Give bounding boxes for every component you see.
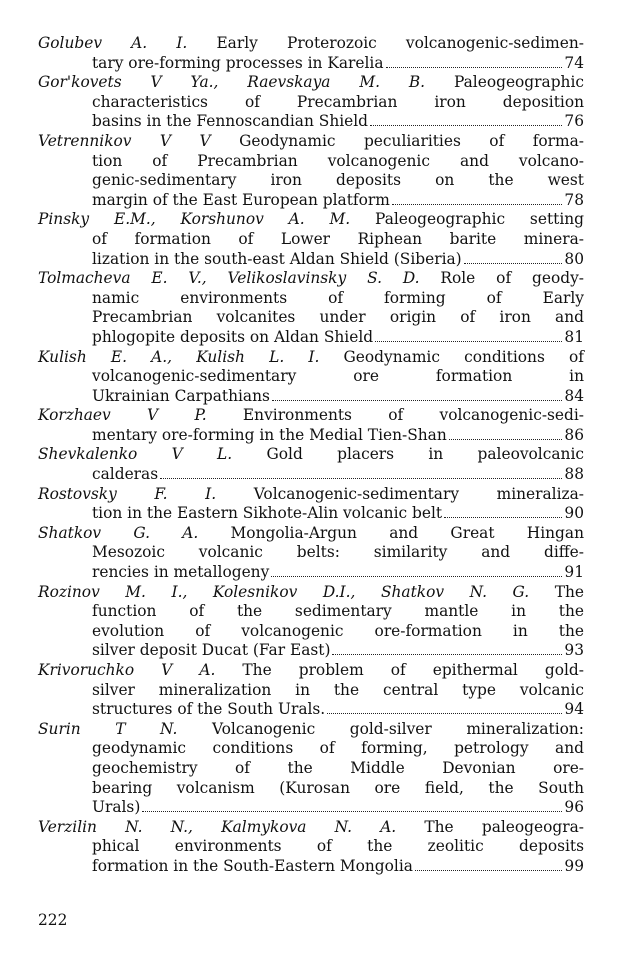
toc-entry xyxy=(38,348,584,407)
toc-title-line: geodynamic conditions of forming, petrology and xyxy=(92,739,584,758)
toc-page-number: 78 xyxy=(564,190,584,209)
toc-title-line: tion in the Eastern Sikhote-Alin volcanic belt xyxy=(92,504,443,523)
toc-page-number: 94 xyxy=(564,700,584,719)
dot-leader xyxy=(386,66,563,68)
toc-title-line: phical environments of the zeolitic deposits xyxy=(92,837,584,856)
toc-author: Surin T N. xyxy=(38,719,178,738)
toc-entry xyxy=(38,524,584,583)
dot-leader xyxy=(370,124,562,126)
toc-author: Gor'kovets V Ya., Raevskaya M. B. xyxy=(38,73,426,92)
toc-entry xyxy=(38,661,584,720)
toc-title-line: evolution of volcanogenic ore-formation in the xyxy=(92,621,584,640)
toc-entry xyxy=(38,73,584,132)
toc-title-line: of formation of Lower Riphean barite minera- xyxy=(92,229,584,248)
toc-author: Tolmacheva E. V., Velikoslavinsky S. D. xyxy=(38,269,420,288)
dot-leader xyxy=(142,810,562,812)
toc-title-line: The paleogeogra- xyxy=(396,817,584,836)
toc-title-line: The xyxy=(529,582,584,601)
toc-title-line: Paleogeographic xyxy=(425,73,585,92)
toc-page-number: 90 xyxy=(564,504,584,523)
toc-author: Vetrennikov V V xyxy=(38,131,211,150)
toc-page-number: 93 xyxy=(564,641,584,660)
toc-entry xyxy=(38,269,584,347)
toc-page-number: 84 xyxy=(564,386,584,405)
toc-title-line: rencies in metallogeny xyxy=(92,563,270,582)
toc-title-line: namic environments of forming of Early xyxy=(92,288,584,307)
toc-title-line: Mesozoic volcanic belts: similarity and diffe- xyxy=(92,543,584,562)
toc-title-line: Urals) xyxy=(92,798,141,817)
toc-title-line: lization in the south-east Aldan Shield (Siberia) xyxy=(92,249,462,268)
toc-author: Rozinov M. I., Kolesnikov D.I., Shatkov N. G. xyxy=(38,582,530,601)
toc-title-line: tion of Precambrian volcanogenic and volcano- xyxy=(92,151,584,170)
toc-page-number: 99 xyxy=(564,856,584,875)
toc-page-number: 80 xyxy=(564,249,584,268)
toc-title-line: genic-sedimentary iron deposits on the west xyxy=(92,171,584,190)
toc-title-line: Ukrainian Carpathians xyxy=(92,386,270,405)
toc-title-line: Environments of volcanogenic-sedi- xyxy=(206,406,585,425)
toc-author: Kulish E. A., Kulish L. I. xyxy=(38,347,320,366)
toc-title-line: silver deposit Ducat (Far East) xyxy=(92,641,331,660)
toc-page-number: 76 xyxy=(564,112,584,131)
toc-entry xyxy=(38,818,584,877)
toc-entry xyxy=(38,485,584,524)
toc-title-line: Geodynamic peculiarities of forma- xyxy=(210,131,584,150)
toc-author: Korzhaev V P. xyxy=(38,406,207,425)
toc-title-line: The problem of epithermal gold- xyxy=(215,661,584,679)
toc-author: Krivoruchko V A. xyxy=(38,661,216,679)
dot-leader xyxy=(160,477,562,479)
toc-title-line: Early Proterozoic volcanogenic-sedimen- xyxy=(187,34,584,52)
dot-leader xyxy=(415,869,562,871)
toc-title-line: silver mineralization in the central type volcanic xyxy=(92,680,584,699)
toc-title-line: mentary ore-forming in the Medial Tien-Shan xyxy=(92,425,447,444)
toc-entry xyxy=(38,583,584,661)
dot-leader xyxy=(332,653,562,655)
toc-page-number: 88 xyxy=(564,465,584,484)
toc-author: Verzilin N. N., Kalmykova N. A. xyxy=(38,817,397,836)
toc-page-number: 96 xyxy=(564,798,584,817)
dot-leader xyxy=(271,575,562,577)
toc-author: Golubev A. I. xyxy=(38,34,188,52)
toc-title-line: function of the sedimentary mantle in the xyxy=(92,602,584,621)
toc-title-line: calderas xyxy=(92,465,159,484)
toc-entry xyxy=(38,406,584,445)
toc-title-line: geochemistry of the Middle Devonian ore- xyxy=(92,758,584,777)
dot-leader xyxy=(392,203,563,205)
toc-title-line: Gold placers in paleovolcanic xyxy=(232,445,584,464)
table-of-contents xyxy=(38,34,584,877)
toc-title-line: formation in the South-Eastern Mongolia xyxy=(92,856,413,875)
dot-leader xyxy=(449,438,563,440)
toc-author: Rostovsky F. I. xyxy=(38,484,217,503)
toc-title-line: Volcanogenic-sedimentary mineraliza- xyxy=(216,484,584,503)
toc-title-line: Role of geody- xyxy=(419,269,584,288)
toc-title-line: tary ore-forming processes in Karelia xyxy=(92,53,384,72)
toc-title-line: Paleogeographic setting xyxy=(350,210,584,229)
dot-leader xyxy=(444,516,562,518)
dot-leader xyxy=(272,399,562,401)
toc-title-line: Volcanogenic gold-silver mineralization: xyxy=(177,719,584,738)
toc-title-line: phlogopite deposits on Aldan Shield xyxy=(92,327,374,346)
toc-page-number: 91 xyxy=(564,563,584,582)
toc-title-line: structures of the South Urals. xyxy=(92,700,326,719)
toc-title-line: Precambrian volcanites under origin of iron and xyxy=(92,308,584,327)
toc-page-number: 74 xyxy=(564,53,584,72)
toc-author: Shevkalenko V L. xyxy=(38,445,233,464)
toc-author: Pinsky E.M., Korshunov A. M. xyxy=(38,210,351,229)
toc-title-line: volcanogenic-sedimentary ore formation in xyxy=(92,367,584,386)
toc-title-line: Mongolia-Argun and Great Hingan xyxy=(198,523,584,542)
toc-title-line: Geodynamic conditions of xyxy=(319,347,584,366)
toc-entry xyxy=(38,34,584,73)
toc-entry xyxy=(38,445,584,484)
toc-title-line: bearing volcanism (Kurosan ore field, the South xyxy=(92,778,584,797)
toc-entry xyxy=(38,132,584,210)
toc-title-line: basins in the Fennoscandian Shield xyxy=(92,112,369,131)
dot-leader xyxy=(327,712,562,714)
dot-leader xyxy=(375,340,562,342)
toc-entry xyxy=(38,210,584,269)
toc-title-line: characteristics of Precambrian iron deposition xyxy=(92,92,584,111)
dot-leader xyxy=(464,262,563,264)
toc-page-number: 86 xyxy=(564,425,584,444)
page-number: 222 xyxy=(38,911,68,929)
toc-author: Shatkov G. A. xyxy=(38,523,199,542)
toc-entry xyxy=(38,720,584,818)
toc-page-number: 81 xyxy=(564,327,584,346)
toc-title-line: margin of the East European platform xyxy=(92,190,390,209)
